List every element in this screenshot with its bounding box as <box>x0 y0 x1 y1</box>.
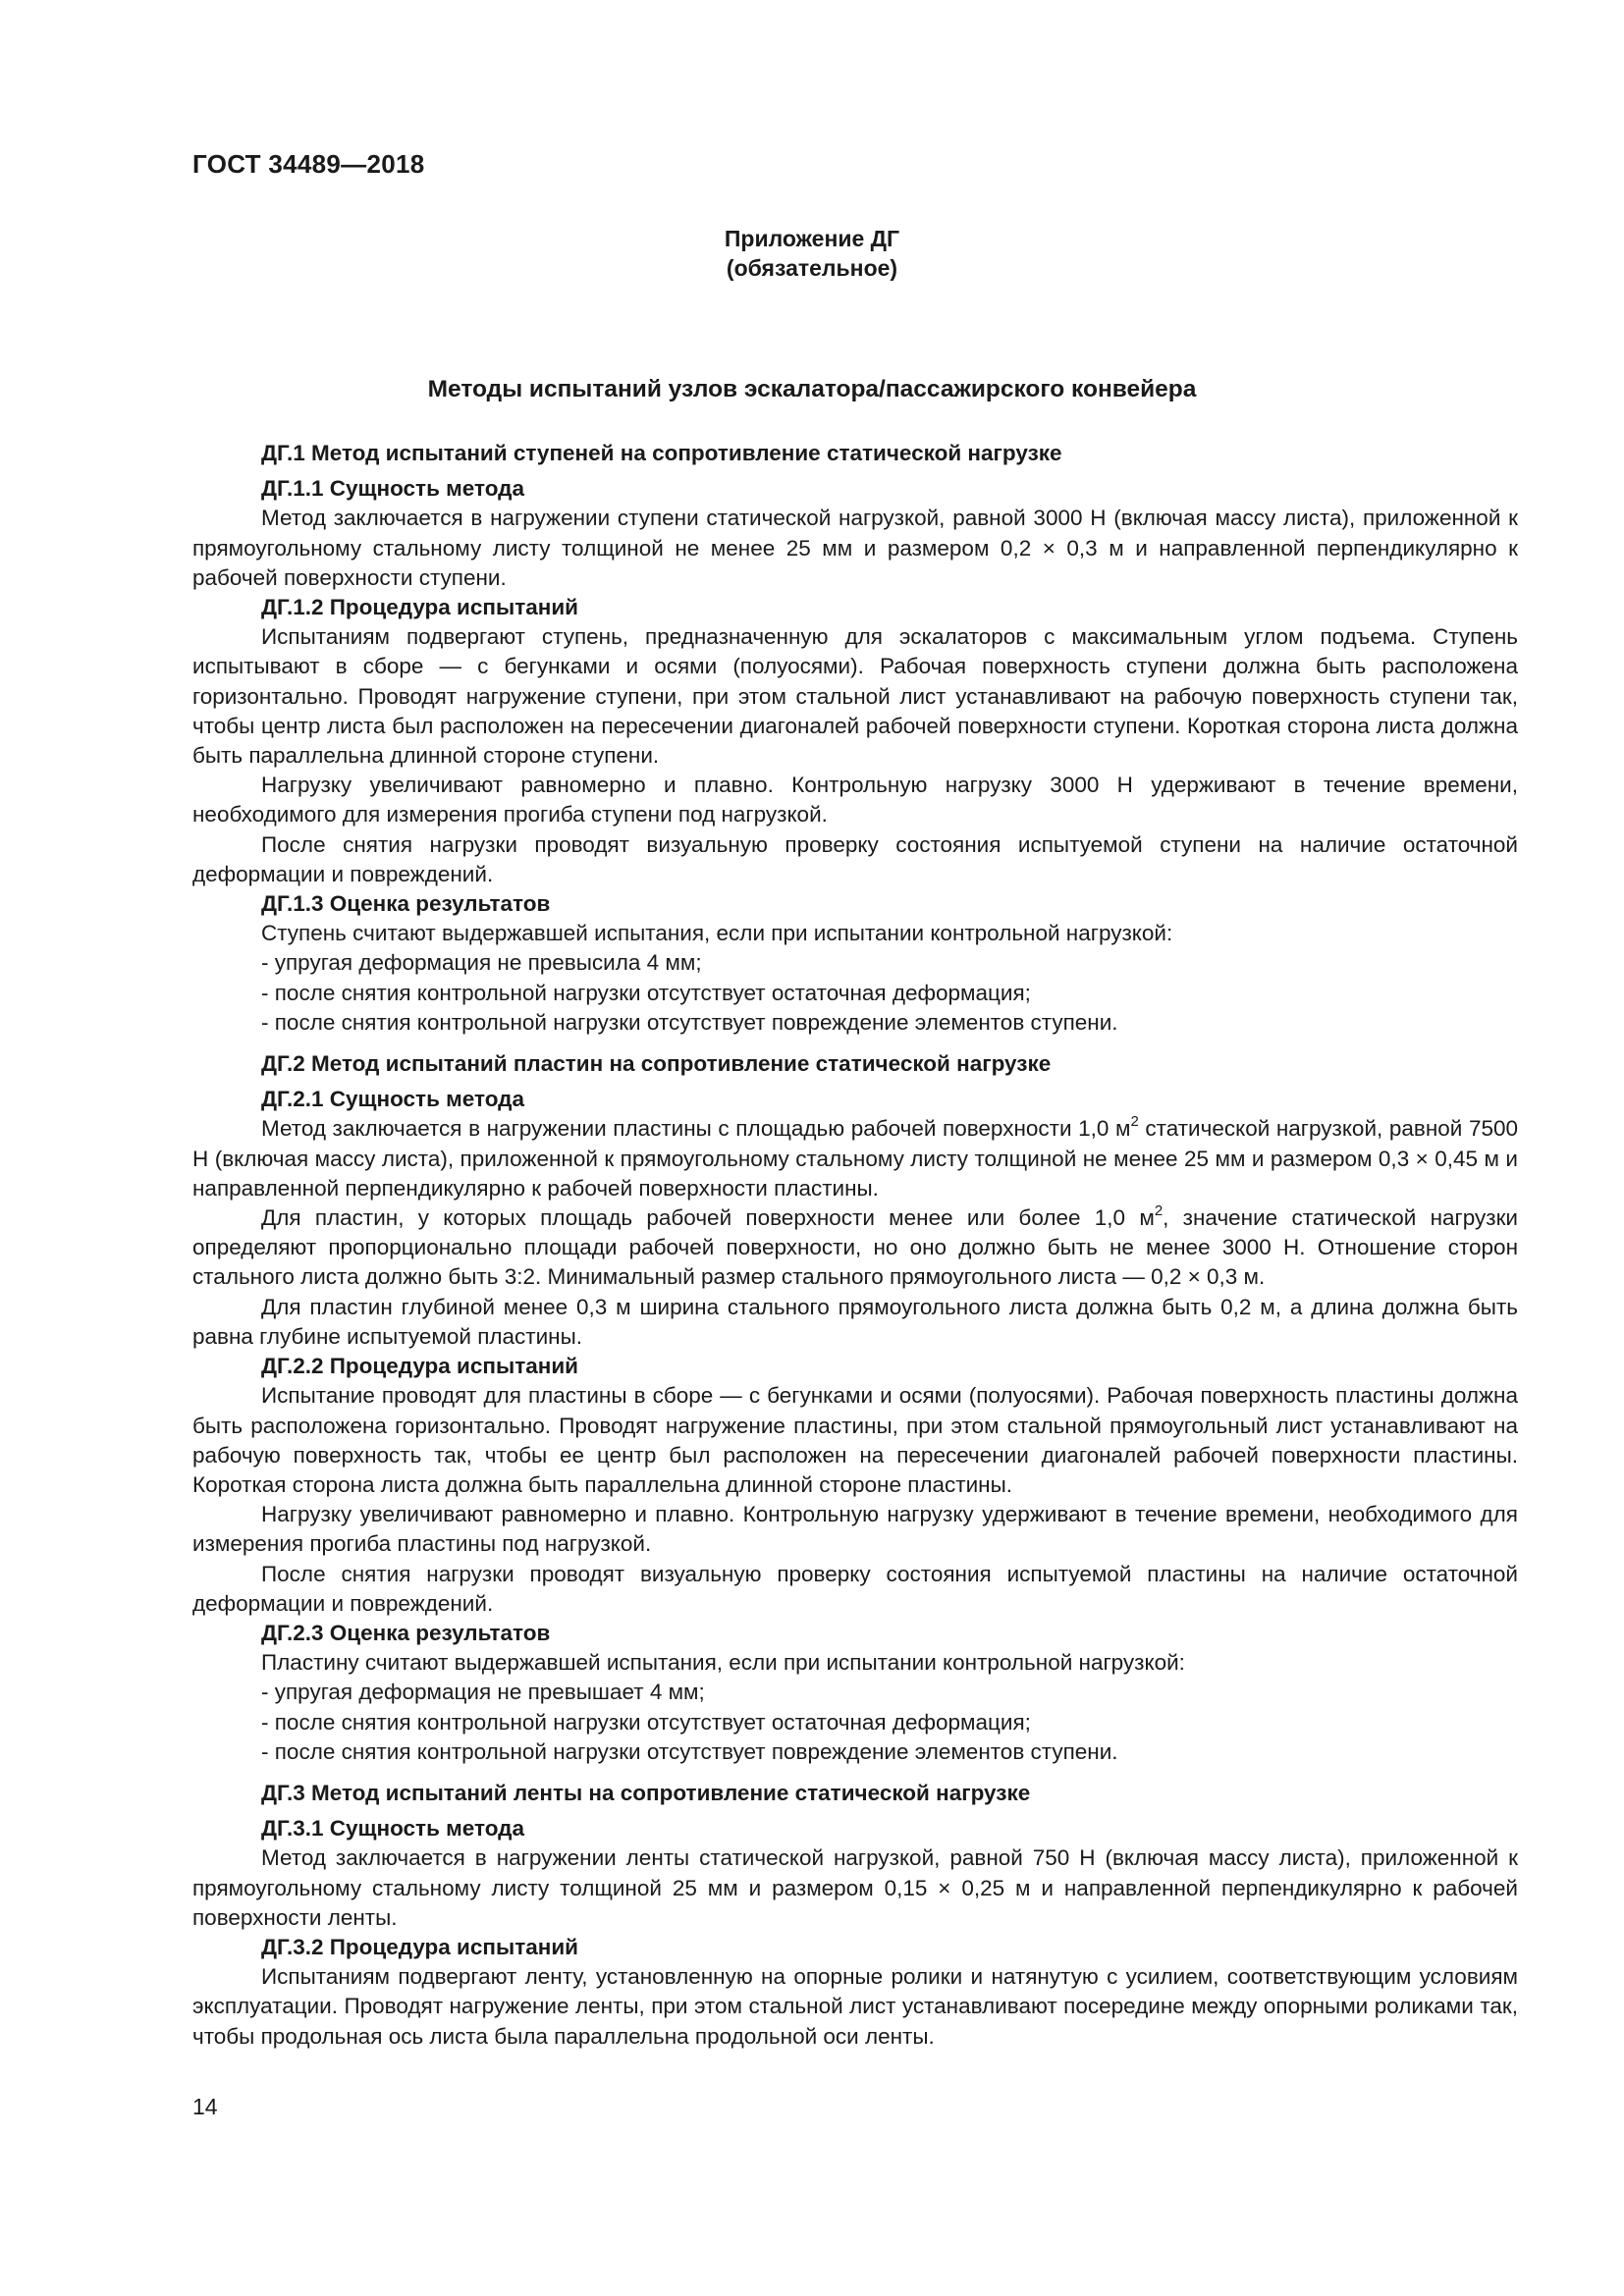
text-run: , значение статической нагрузки определяют пропорционально площади рабочей поверхности, но оно должно быть не менее 3000 Н. Отношение сторон стального листа должно быть 3:2. Минимальный размер стального прямоугольного листа — 0,2 × 0,3 м. <box>192 1205 1518 1290</box>
list-item: - упругая деформация не превышает 4 мм; <box>261 1678 1518 1707</box>
list-item: - упругая деформация не превысила 4 мм; <box>261 948 1518 978</box>
section-title: ДГ.1 Метод испытаний ступеней на сопротивление статической нагрузке <box>261 441 1062 465</box>
subsection-title: ДГ.2.3 Оценка результатов <box>261 1620 551 1645</box>
paragraph: Метод заключается в нагружении ленты статической нагрузкой, равной 750 Н (включая массу листа), приложенной к прямоугольному стальному листу толщиной 25 мм и размером 0,15 × 0,25 м и направленной перпендикулярно к рабочей поверхности ленты. <box>192 1845 1518 1930</box>
subsection-title: ДГ.3.2 Процедура испытаний <box>261 1934 578 1959</box>
subsection-title: ДГ.1.2 Процедура испытаний <box>261 595 578 620</box>
paragraph: Испытаниям подвергают ступень, предназначенную для эскалаторов с максимальным углом подъема. Ступень испытывают в сборе — с бегунками и осями (полуосями). Рабочая поверхность ступени должна быть расположена горизонтально. Проводят нагружение ступени, при этом стальной лист устанавливают на рабочую поверхность ступени так, чтобы центр листа был расположен на пересечении диагоналей рабочей поверхности ступени. Короткая сторона листа должна быть параллельна длинной стороне ступени. <box>192 624 1518 769</box>
list-item: - после снятия контрольной нагрузки отсутствует остаточная деформация; <box>261 979 1518 1008</box>
text-run: Метод заключается в нагружении пластины с площадью рабочей поверхности 1,0 м <box>261 1116 1131 1142</box>
paragraph <box>192 1114 1518 1203</box>
paragraph: Ступень считают выдержавшей испытания, если при испытании контрольной нагрузкой: <box>261 921 1173 946</box>
appendix-label: Приложение ДГ <box>724 226 900 251</box>
appendix-status: (обязательное) <box>726 255 898 281</box>
subsection-title: ДГ.2.1 Сущность метода <box>261 1087 524 1112</box>
subsection-title: ДГ.2.2 Процедура испытаний <box>261 1354 578 1379</box>
paragraph <box>192 1203 1518 1293</box>
page-number: 14 <box>192 2094 218 2119</box>
paragraph: Пластину считают выдержавшей испытания, если при испытании контрольной нагрузкой: <box>261 1650 1185 1676</box>
subsection-title: ДГ.3.1 Сущность метода <box>261 1816 524 1842</box>
subsection-title: ДГ.1.3 Оценка результатов <box>261 891 551 917</box>
paragraph: Испытаниям подвергают ленту, установленную на опорные ролики и натянутую с усилием, соответствующим условиям эксплуатации. Проводят нагружение ленты, при этом стальной лист устанавливают посередине между опорными роликами так, чтобы продольная ось листа была параллельна продольной оси ленты. <box>192 1964 1518 2049</box>
section-title: ДГ.3 Метод испытаний ленты на сопротивление статической нагрузке <box>261 1780 1031 1805</box>
paragraph: Нагрузку увеличивают равномерно и плавно. Контрольную нагрузку удерживают в течение времени, необходимого для измерения прогиба пластины под нагрузкой. <box>192 1502 1518 1557</box>
section-title: ДГ.2 Метод испытаний пластин на сопротивление статической нагрузке <box>261 1051 1052 1077</box>
paragraph: После снятия нагрузки проводят визуальную проверку состояния испытуемой пластины на наличие остаточной деформации и повреждений. <box>192 1561 1518 1616</box>
document-code: ГОСТ 34489—2018 <box>192 149 425 179</box>
list-item: - после снятия контрольной нагрузки отсутствует повреждение элементов ступени. <box>261 1737 1518 1767</box>
list-item: - после снятия контрольной нагрузки отсутствует остаточная деформация; <box>261 1708 1518 1737</box>
superscript: 2 <box>1130 1112 1139 1130</box>
document-body <box>192 439 1518 2052</box>
paragraph: Нагрузку увеличивают равномерно и плавно. Контрольную нагрузку 3000 Н удерживают в течение времени, необходимого для измерения прогиба ступени под нагрузкой. <box>192 773 1518 828</box>
appendix-heading <box>0 224 1624 283</box>
paragraph: После снятия нагрузки проводят визуальную проверку состояния испытуемой ступени на наличие остаточной деформации и повреждений. <box>192 831 1518 886</box>
criteria-list <box>192 948 1518 1038</box>
page-title: Методы испытаний узлов эскалатора/пассажирского конвейера <box>427 376 1197 402</box>
text-run: Для пластин, у которых площадь рабочей поверхности менее или более 1,0 м <box>261 1205 1155 1231</box>
subsection-title: ДГ.1.1 Сущность метода <box>261 476 524 502</box>
paragraph: Испытание проводят для пластины в сборе — с бегунками и осями (полуосями). Рабочая поверхность пластины должна быть расположена горизонтально. Проводят нагружение пластины, при этом стальной прямоугольный лист устанавливают на рабочую поверхность так, чтобы ее центр был расположен на пересечении диагоналей рабочей поверхности пластины. Короткая сторона листа должна быть параллельна длинной стороне пластины. <box>192 1383 1518 1497</box>
paragraph: Метод заключается в нагружении ступени статической нагрузкой, равной 3000 Н (включая массу листа), приложенной к прямоугольному стальному листу толщиной не менее 25 мм и размером 0,2 × 0,3 м и направленной перпендикулярно к рабочей поверхности ступени. <box>192 506 1518 590</box>
superscript: 2 <box>1154 1201 1164 1219</box>
list-item: - после снятия контрольной нагрузки отсутствует повреждение элементов ступени. <box>261 1008 1518 1038</box>
paragraph: Для пластин глубиной менее 0,3 м ширина стального прямоугольного листа должна быть 0,2 м, а длина должна быть равна глубине испытуемой пластины. <box>192 1294 1518 1349</box>
text-run: статической нагрузкой, равной 7500 Н (включая массу листа), приложенной к прямоугольному стальному листу толщиной не менее 25 мм и размером 0,3 × 0,45 м и направленной перпендикулярно к рабочей поверхности пластины. <box>192 1116 1519 1201</box>
criteria-list <box>192 1678 1518 1767</box>
